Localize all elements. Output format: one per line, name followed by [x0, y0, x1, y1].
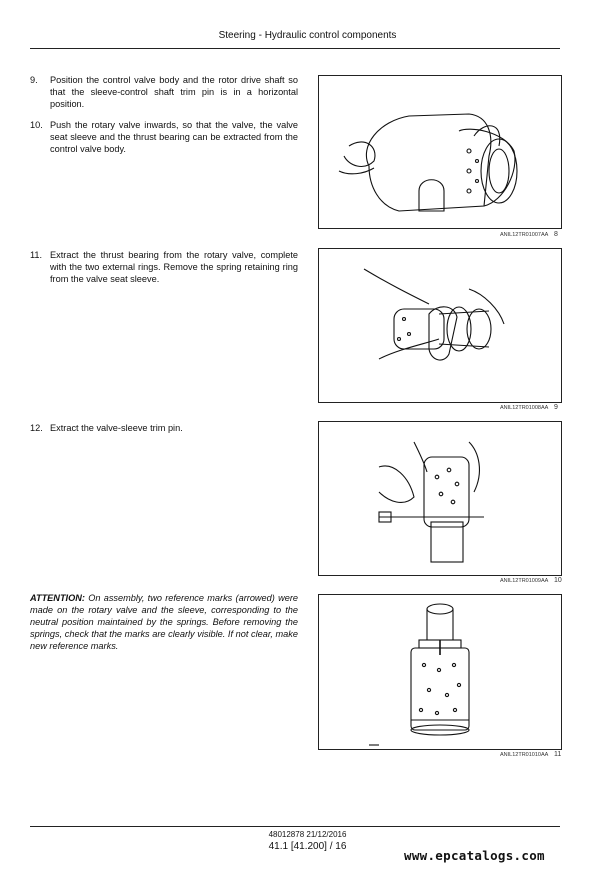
figure-number: 8 — [554, 231, 558, 238]
step-text: Extract the valve-sleeve trim pin. — [50, 423, 183, 433]
step-9 — [30, 74, 298, 110]
figure-8-illustration — [318, 75, 562, 229]
figure-code: ANIL12TR01009AA — [500, 578, 549, 584]
page-number: 41.1 [41.200] / 16 — [268, 841, 347, 852]
header-divider — [30, 48, 560, 49]
step-text: Position the control valve body and the rotor drive shaft so that the sleeve-control shaft trim pin is in a horizontal position. — [50, 75, 298, 109]
figure-code: ANIL12TR01007AA — [500, 232, 549, 238]
step-text: Extract the thrust bearing from the rotary valve, complete with the two external rings. Remove the spring retaining ring from the valve seat sleeve. — [50, 250, 298, 284]
step-number: 10. — [30, 120, 43, 130]
step-number: 11. — [30, 250, 43, 260]
step-10 — [30, 119, 298, 155]
figure-9-illustration — [318, 248, 562, 403]
figure-code: ANIL12TR01010AA — [500, 752, 549, 758]
watermark: www.epcatalogs.com — [404, 848, 545, 863]
figure-11-illustration — [318, 594, 562, 750]
attention-text: On assembly, two reference marks (arrowed) were made on the rotary valve and the sleeve, corresponding to the neutral position maintained by the springs. Before removing the springs, check that the marks are clearly visible. If not clear, make new reference marks. — [30, 593, 299, 651]
document-id: 48012878 21/12/2016 — [268, 830, 347, 839]
step-12 — [30, 422, 298, 434]
figure-number: 11 — [554, 751, 562, 758]
figure-10-illustration — [318, 421, 562, 576]
figure-code: ANIL12TR01008AA — [500, 405, 549, 411]
page-header: Steering - Hydraulic control components — [218, 30, 397, 41]
footer-divider — [30, 826, 560, 827]
figure-number: 9 — [554, 404, 558, 411]
step-number: 9. — [30, 75, 38, 85]
step-text: Push the rotary valve inwards, so that the valve, the valve seat sleeve and the thrust bearing can be extracted from the control valve body. — [50, 120, 298, 154]
step-11 — [30, 249, 298, 285]
attention-note — [30, 592, 298, 652]
step-number: 12. — [30, 423, 43, 433]
attention-label: ATTENTION: — [30, 593, 85, 603]
figure-number: 10 — [554, 577, 562, 584]
